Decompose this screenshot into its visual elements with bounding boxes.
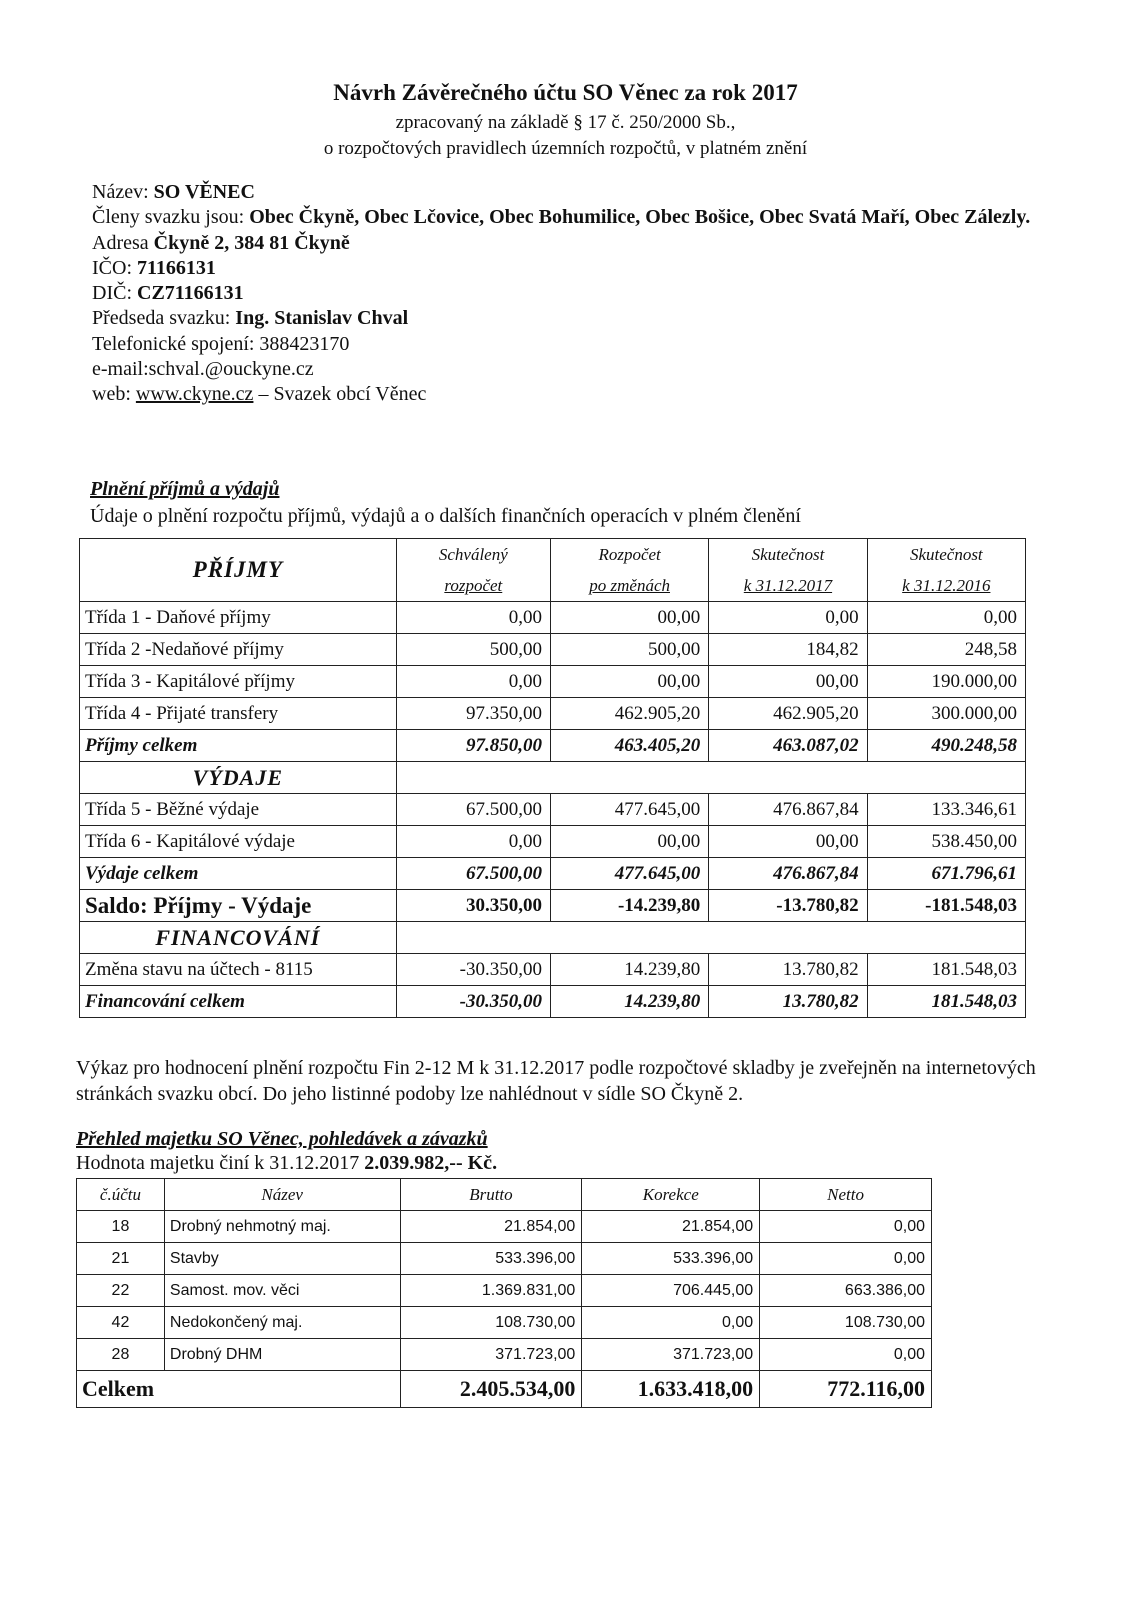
ico-value: 71166131 — [137, 256, 216, 279]
expense-header: VÝDAJE — [80, 762, 397, 794]
col-head-top: Rozpočet — [550, 539, 708, 571]
cell: 30.350,00 — [396, 890, 550, 922]
document-title: Návrh Závěrečného účtu SO Věnec za rok 2017 — [333, 80, 798, 105]
dic-label: DIČ: — [92, 282, 137, 305]
table-row — [77, 1243, 932, 1275]
cell: 500,00 — [396, 634, 550, 666]
row-label: Financování celkem — [80, 986, 397, 1018]
cell: 28 — [77, 1339, 165, 1371]
address-value: Čkyně 2, 384 81 Čkyně — [153, 231, 350, 254]
cell: 21.854,00 — [582, 1211, 760, 1243]
cell: 476.867,84 — [709, 858, 867, 890]
col-head: Brutto — [400, 1179, 582, 1211]
table-row — [80, 794, 1026, 826]
cell: Stavby — [164, 1243, 400, 1275]
row-label: Třída 5 - Běžné výdaje — [80, 794, 397, 826]
cell: 108.730,00 — [400, 1307, 582, 1339]
cell: Drobný DHM — [164, 1339, 400, 1371]
cell: 184,82 — [709, 634, 867, 666]
table-row — [80, 634, 1026, 666]
cell: 1.633.418,00 — [582, 1371, 760, 1408]
cell: 00,00 — [550, 826, 708, 858]
cell: 42 — [77, 1307, 165, 1339]
cell: Samost. mov. věci — [164, 1275, 400, 1307]
cell: -14.239,80 — [550, 890, 708, 922]
cell: 300.000,00 — [867, 698, 1025, 730]
row-label: Třída 6 - Kapitálové výdaje — [80, 826, 397, 858]
cell: 772.116,00 — [760, 1371, 932, 1408]
row-label: Výdaje celkem — [80, 858, 397, 890]
assets-total-row — [77, 1371, 932, 1408]
income-header: PŘÍJMY — [80, 539, 397, 602]
col-head: Korekce — [582, 1179, 760, 1211]
cell: 97.350,00 — [396, 698, 550, 730]
web-line — [92, 382, 1052, 407]
chair-value: Ing. Stanislav Chval — [235, 307, 409, 330]
row-label: Třída 1 - Daňové příjmy — [80, 602, 397, 634]
table-row — [80, 602, 1026, 634]
dic-line — [92, 281, 1052, 306]
col-head-bottom: k 31.12.2017 — [709, 570, 867, 602]
table-row — [80, 954, 1026, 986]
cell: 00,00 — [550, 666, 708, 698]
budget-intro: Údaje o plnění rozpočtu příjmů, výdajů a o dalších finančních operacích v plném členění — [90, 505, 801, 527]
cell: 462.905,20 — [709, 698, 867, 730]
report-note: Výkaz pro hodnocení plnění rozpočtu Fin 2-12 M k 31.12.2017 podle rozpočtové skladby je zveřejněn na internetových stránkách svazku obcí. Do jeho listinné podoby lze nahlédnout v sídle SO Čkyně 2. — [76, 1057, 1036, 1105]
cell: 67.500,00 — [396, 858, 550, 890]
cell: 133.346,61 — [867, 794, 1025, 826]
cell: 0,00 — [582, 1307, 760, 1339]
cell: 1.369.831,00 — [400, 1275, 582, 1307]
col-head: č.účtu — [77, 1179, 165, 1211]
cell: 371.723,00 — [582, 1339, 760, 1371]
phone-line: Telefonické spojení: 388423170 — [92, 332, 350, 355]
web-rest: – Svazek obcí Věnec — [253, 383, 427, 406]
expense-header-row — [80, 762, 1026, 794]
financing-header-row — [80, 922, 1026, 954]
row-label: Příjmy celkem — [80, 730, 397, 762]
cell: 190.000,00 — [867, 666, 1025, 698]
members-value: Obec Čkyně, Obec Lčovice, Obec Bohumilice, Obec Bošice, Obec Svatá Maří, Obec Zálezly. — [249, 206, 1031, 229]
address-label: Adresa — [92, 231, 154, 254]
name-value: SO VĚNEC — [153, 181, 255, 203]
cell: 2.405.534,00 — [400, 1371, 582, 1408]
row-label: Změna stavu na účtech - 8115 — [80, 954, 397, 986]
ico-label: IČO: — [92, 256, 137, 279]
cell: 18 — [77, 1211, 165, 1243]
table-row — [77, 1211, 932, 1243]
cell: 0,00 — [867, 602, 1025, 634]
cell: 00,00 — [709, 666, 867, 698]
members-label: Členy svazku jsou: — [92, 206, 250, 229]
cell: 671.796,61 — [867, 858, 1025, 890]
row-label: Třída 4 - Přijaté transfery — [80, 698, 397, 730]
row-label: Třída 2 -Nedaňové příjmy — [80, 634, 397, 666]
cell: Drobný nehmotný maj. — [164, 1211, 400, 1243]
empty-cell — [396, 922, 1025, 954]
assets-table — [76, 1178, 932, 1408]
cell: 108.730,00 — [760, 1307, 932, 1339]
table-row — [77, 1339, 932, 1371]
cell: 00,00 — [709, 826, 867, 858]
financing-header: FINANCOVÁNÍ — [80, 922, 397, 954]
budget-heading: Plnění příjmů a výdajů — [90, 478, 280, 500]
table-row — [80, 698, 1026, 730]
name-label: Název: — [92, 181, 154, 203]
web-label: web: — [92, 383, 136, 406]
cell: 22 — [77, 1275, 165, 1307]
name-line — [92, 180, 1052, 205]
assets-value-line — [76, 1152, 497, 1175]
col-head-bottom: k 31.12.2016 — [867, 570, 1025, 602]
cell: 248,58 — [867, 634, 1025, 666]
web-link[interactable]: www.ckyne.cz — [135, 383, 254, 406]
cell: 663.386,00 — [760, 1275, 932, 1307]
members-line — [92, 205, 1052, 230]
cell: 538.450,00 — [867, 826, 1025, 858]
budget-table — [79, 538, 1026, 1018]
row-label: Celkem — [77, 1371, 401, 1408]
cell: 0,00 — [396, 826, 550, 858]
cell: 476.867,84 — [709, 794, 867, 826]
col-head-bottom: po změnách — [550, 570, 708, 602]
cell: 463.087,02 — [709, 730, 867, 762]
assets-value-end: . — [492, 1152, 498, 1174]
expense-total-row — [80, 858, 1026, 890]
assets-heading: Přehled majetku SO Věnec, pohledávek a závazků — [76, 1128, 488, 1150]
cell: 0,00 — [396, 602, 550, 634]
cell: 477.645,00 — [550, 794, 708, 826]
assets-header-row — [77, 1179, 932, 1211]
cell: -30.350,00 — [396, 986, 550, 1018]
document-subtitle-1: zpracovaný na základě § 17 č. 250/2000 Sb., — [395, 112, 736, 133]
col-head-top: Skutečnost — [709, 539, 867, 571]
cell: 477.645,00 — [550, 858, 708, 890]
cell: 97.850,00 — [396, 730, 550, 762]
col-head: Název — [164, 1179, 400, 1211]
cell: 500,00 — [550, 634, 708, 666]
cell: 0,00 — [760, 1211, 932, 1243]
row-label: Třída 3 - Kapitálové příjmy — [80, 666, 397, 698]
cell: 14.239,80 — [550, 986, 708, 1018]
chair-line — [92, 306, 1052, 331]
empty-cell — [396, 762, 1025, 794]
assets-value-amount: 2.039.982,-- Kč — [364, 1152, 493, 1174]
table-row — [80, 666, 1026, 698]
cell: -30.350,00 — [396, 954, 550, 986]
chair-label: Předseda svazku: — [92, 307, 236, 330]
cell: 706.445,00 — [582, 1275, 760, 1307]
cell: 463.405,20 — [550, 730, 708, 762]
col-head-top: Skutečnost — [867, 539, 1025, 571]
cell: 533.396,00 — [582, 1243, 760, 1275]
cell: 0,00 — [396, 666, 550, 698]
assets-value-label: Hodnota majetku činí k 31.12.2017 — [76, 1152, 365, 1174]
cell: 13.780,82 — [709, 954, 867, 986]
cell: 21.854,00 — [400, 1211, 582, 1243]
table-row — [77, 1275, 932, 1307]
budget-header-row — [80, 539, 1026, 571]
cell: 462.905,20 — [550, 698, 708, 730]
cell: 0,00 — [760, 1339, 932, 1371]
cell: 533.396,00 — [400, 1243, 582, 1275]
cell: 21 — [77, 1243, 165, 1275]
col-head-top: Schválený — [396, 539, 550, 571]
cell: 490.248,58 — [867, 730, 1025, 762]
saldo-row — [80, 890, 1026, 922]
cell: 181.548,03 — [867, 986, 1025, 1018]
document-subtitle-2: o rozpočtových pravidlech územních rozpočtů, v platném znění — [323, 138, 808, 159]
col-head: Netto — [760, 1179, 932, 1211]
cell: 181.548,03 — [867, 954, 1025, 986]
table-row — [77, 1307, 932, 1339]
row-label: Saldo: Příjmy - Výdaje — [80, 890, 397, 922]
address-line — [92, 231, 1052, 256]
cell: -13.780,82 — [709, 890, 867, 922]
income-total-row — [80, 730, 1026, 762]
organization-info — [92, 180, 1052, 408]
cell: 14.239,80 — [550, 954, 708, 986]
cell: 13.780,82 — [709, 986, 867, 1018]
financing-total-row — [80, 986, 1026, 1018]
cell: Nedokončený maj. — [164, 1307, 400, 1339]
cell: 67.500,00 — [396, 794, 550, 826]
ico-line — [92, 256, 1052, 281]
cell: 00,00 — [550, 602, 708, 634]
email-line: e-mail:schval.@ouckyne.cz — [92, 358, 314, 381]
table-row — [80, 826, 1026, 858]
cell: 0,00 — [760, 1243, 932, 1275]
cell: 0,00 — [709, 602, 867, 634]
cell: -181.548,03 — [867, 890, 1025, 922]
cell: 371.723,00 — [400, 1339, 582, 1371]
dic-value: CZ71166131 — [137, 282, 244, 305]
col-head-bottom: rozpočet — [396, 570, 550, 602]
